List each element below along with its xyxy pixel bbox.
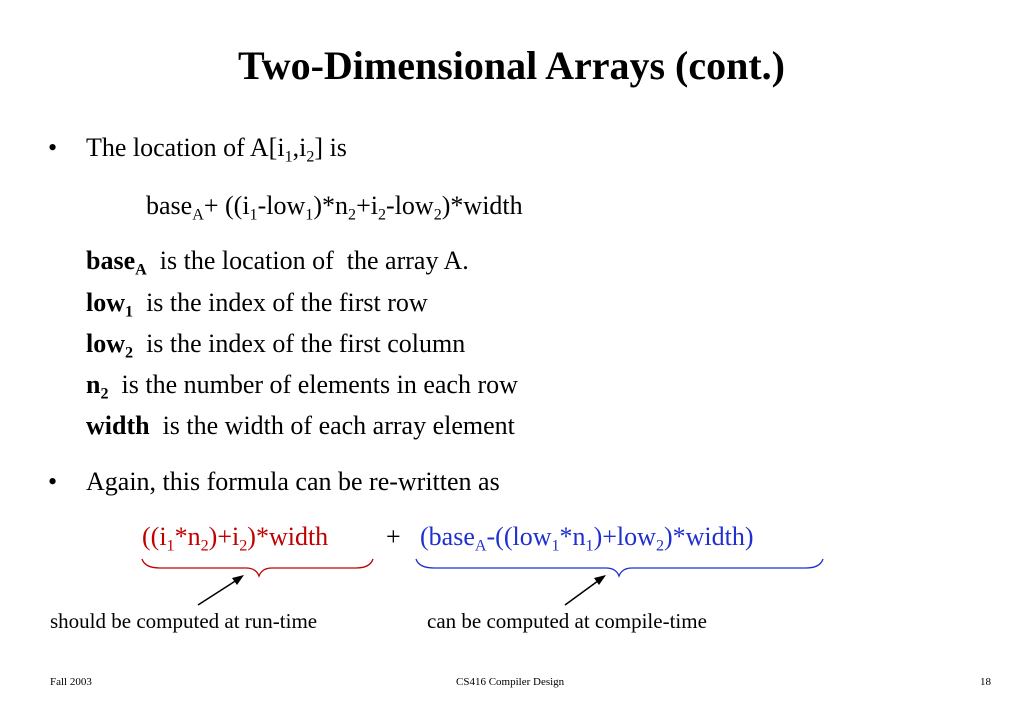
runtime-brace: [142, 559, 373, 576]
compiletime-note: can be computed at compile-time: [427, 609, 707, 633]
compiletime-arrowhead: [594, 575, 606, 585]
bullet-2-marker: •: [48, 467, 58, 496]
slide-number: 18: [980, 676, 991, 688]
bullet-1-text: The location of $A[i_1,i_2]$ is: [86, 133, 347, 166]
definition-low2: low$_2$ is the index of the first column: [86, 329, 466, 362]
bullet-1-marker: •: [48, 133, 58, 162]
definition-base: base$_A$ is the location of the array A.: [86, 246, 469, 279]
runtime-note: should be computed at run-time: [50, 609, 318, 633]
runtime-arrowhead: [232, 575, 244, 585]
bullet-2-text: Again, this formula can be re-written as: [86, 467, 500, 496]
definition-low1: low$_1$ is the index of the first row: [86, 288, 428, 321]
footer-course: CS416 Compiler Design: [456, 676, 565, 688]
address-formula: base$_A$+ $((i_1-low_1)*n_2+i_2-low_2)*width$: [146, 191, 523, 224]
plus-sign: +: [386, 522, 401, 551]
compiletime-brace: [416, 559, 823, 576]
compiletime-arrow: [565, 578, 602, 605]
runtime-part: $((i_1*n_2)+i_2)*width$: [142, 522, 329, 555]
definition-n2: $n_2$ is the number of elements in each row: [86, 370, 518, 403]
slide-title: Two-Dimensional Arrays (cont.): [238, 43, 785, 88]
definition-width: width is the width of each array element: [86, 411, 515, 440]
compiletime-part: $(base_A-((low_1*n_1)+low_2)*width)$: [420, 522, 754, 555]
footer-date: Fall 2003: [50, 676, 92, 688]
runtime-arrow: [198, 578, 240, 605]
